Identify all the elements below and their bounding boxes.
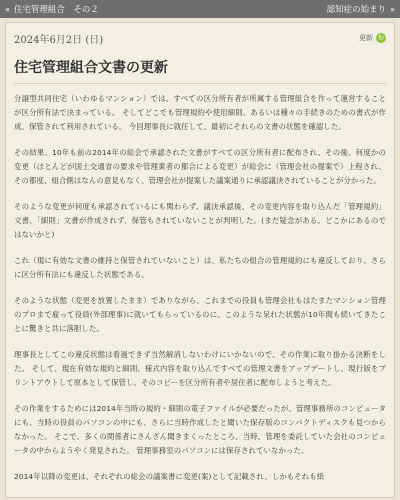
paragraph: そのような状態（変更を放置したまま）でありながら、これまでの役員も管理会社もはたまたマンション管理のプロまで雇って役員(外部理事)に就いてもらっているのに、このような呆れた状態が10年間も続いてきたことに驚きと共に落胆した。 (14, 296, 386, 333)
paragraph: 2014年以降の変更は、それぞれの総会の議案書に変更(案)として記載され、しかもそれも紙 (14, 472, 325, 481)
post-body (14, 92, 386, 484)
paragraph: その作業をするためには2014年当時の規約・細則の電子ファイルが必要だったが、管理事務所のコンピュータにも、当時の役員のパソコンの中にも、さらに当時作成したと聞いた保存版のコンパクトディスクも見つからなかった。 そこで、多くの関係者にさんざん聞きまくったところ、当時、管理を委託していた会社のコンピュータの中からようやく発見された。 管理事務室のパソコンには保存されていなかった。 (14, 404, 386, 455)
paragraph: 分譲型共同住宅（いわゆるマンション）では、すべての区分所有者が所属する管理組合を作って運営することが区分所有法で決まっている。 そしてどこでも管理規約や使用細則、あるいは種々の手続きのための書式が作成、保管されて利用されている。 今回理事長に就任して、最初にそれらの文書の状態を確認した。 (14, 94, 386, 131)
article-meta (14, 31, 386, 45)
chevron-right-icon: » (390, 4, 395, 14)
refresh-icon: ↻ (376, 33, 386, 43)
next-post-link[interactable] (327, 3, 395, 15)
refresh-button[interactable] (359, 33, 386, 43)
paragraph: 理事長としてこの違反状態は看過できず当然解消しないわけにいかないので、その作業に取り掛かる決断をした。 そして、現在有効な規約と細則、様式内容を取り込んですべての管理文書をアップデートし、現行版をプリントアウトして原本として保管し、そのコピーを区分所有者や居住者に配布しようと考えた。 (14, 350, 386, 387)
paragraph: その結果、10年も前の2014年の総会で承認された文書がすべての区分所有者に配布され、その後、何度かの変更（ほとんどが国土交通省の要求や管理業者の都合による変更）が総会に（管理会社の提案で）上程され、その都度、組合側はなんの意見もなく、管理会社が提案した議案通りに承認議決されていることが分かった。 (14, 148, 386, 185)
post-title: 住宅管理組合文書の更新 (14, 57, 386, 84)
refresh-label: 更新 (359, 34, 373, 42)
previous-post-link[interactable] (5, 3, 99, 15)
article (5, 22, 395, 498)
next-post-label: 認知症の始まり (326, 5, 387, 15)
paragraph: そのような変更が何度も承認されているにも関わらず、議決承認後、その変更内容を取り込んだ「管理規約」文書、「細則」文書が作成されず、保管もされていないことが判明した。(まだ疑念がある。どこかにあるのではないかと) (14, 202, 386, 239)
chevron-left-icon: « (5, 4, 10, 14)
paragraph: これ（現に有効な文書の維持と保管されていないこと）は、私たちの組合の管理規約にも違反しており、さらに区分所有法にも違反した状態である。 (14, 256, 386, 279)
previous-post-label: 住宅管理組合 その２ (13, 5, 99, 15)
top-navigation-bar (0, 0, 400, 18)
post-date: 2024年6月2日 (日) (14, 34, 104, 46)
